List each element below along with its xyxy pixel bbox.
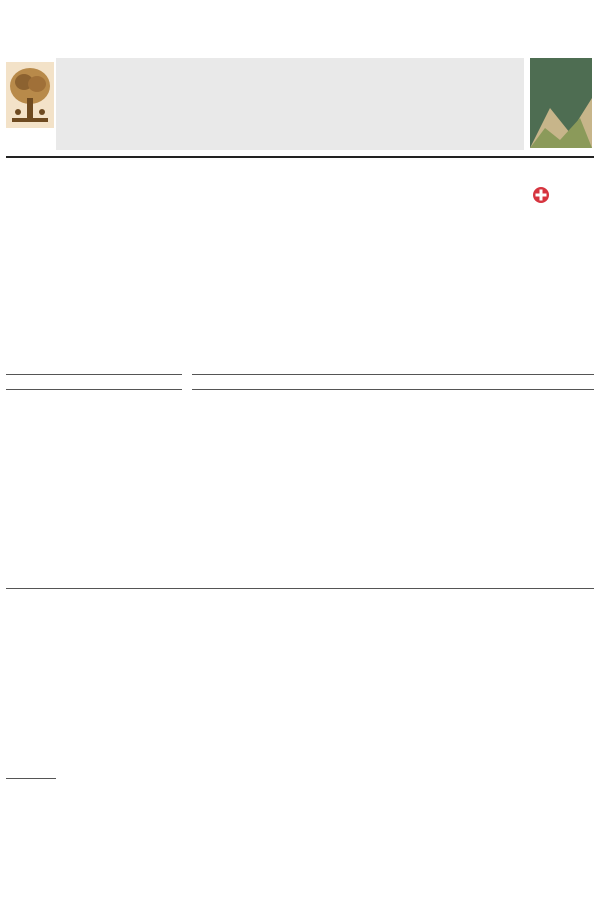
article-info-rule-top [6,374,182,375]
elsevier-tree-logo [6,62,54,128]
abstract-rule-top [192,374,594,375]
cover-art [530,88,592,148]
crossmark-icon[interactable] [532,186,550,204]
journal-header-box [56,58,524,150]
footnote-rule [6,778,56,779]
abstract-rule [192,389,594,390]
journal-cover-thumbnail[interactable] [530,58,592,148]
header-rule [6,156,594,158]
article-info-rule [6,389,182,390]
abstract-bottom-rule [6,588,594,589]
